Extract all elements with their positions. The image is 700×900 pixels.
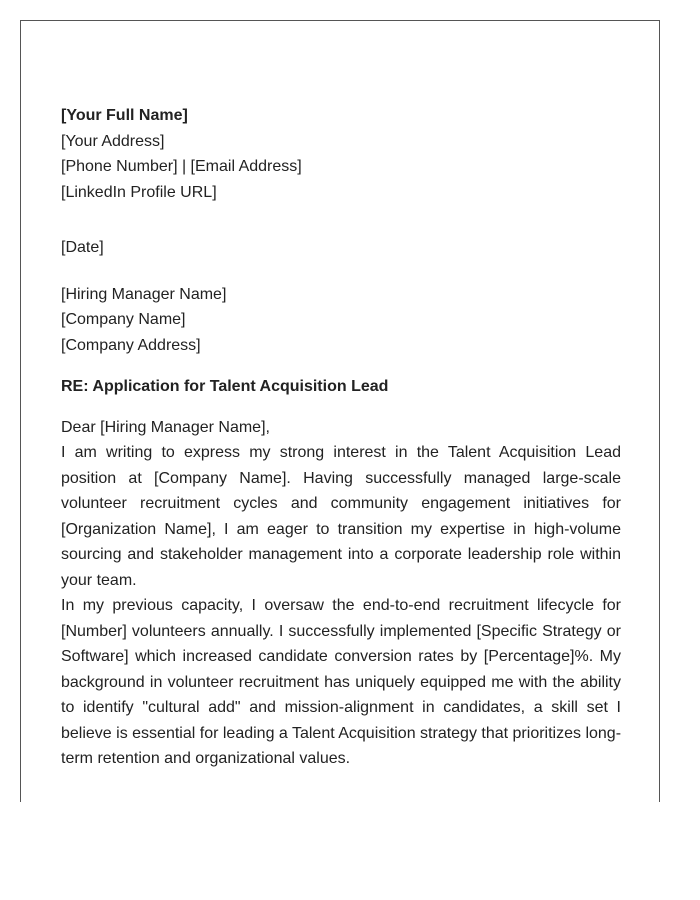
subject-block [61,374,621,400]
subject-line: RE: Application for Talent Acquisition Lead [61,378,389,395]
sender-name: [Your Full Name] [61,107,188,124]
sender-contact: [Phone Number] | [Email Address] [61,158,302,175]
sender-block [61,103,621,205]
salutation: Dear [Hiring Manager Name], [61,418,270,436]
recipient-block [61,282,621,359]
body-paragraph-2: In my previous capacity, I oversaw the end-to-end recruitment lifecycle for [Number] volunteers annually. I successfully implemented [Specific Strategy or Software] which increased candidate conversion rates by [Percentage]%. My background in volunteer recruitment has uniquely equipped me with the ability to identify "cultural add" and mission-alignment in candidates, a skill set I believe is essential for leading a Talent Acquisition strategy that prioritizes long-term retention and organizational values. [61,597,622,767]
recipient-address: [Company Address] [61,336,201,354]
letter-content [61,103,621,772]
sender-linkedin: [LinkedIn Profile URL] [61,183,217,201]
letter-date: [Date] [61,239,104,256]
date-block [61,235,621,261]
salutation-block [61,415,621,441]
recipient-name: [Hiring Manager Name] [61,285,227,303]
letter-page [20,20,660,802]
sender-address: [Your Address] [61,132,165,150]
body-paragraph-1: I am writing to express my strong interest in the Talent Acquisition Lead position at [Company Name]. Having successfully managed large-scale volunteer recruitment cycles and community engagement initiatives for [Organization Name], I am eager to transition my expertise in high-volume sourcing and stakeholder management into a corporate leadership role within your team. [61,444,621,589]
recipient-company: [Company Name] [61,311,186,328]
